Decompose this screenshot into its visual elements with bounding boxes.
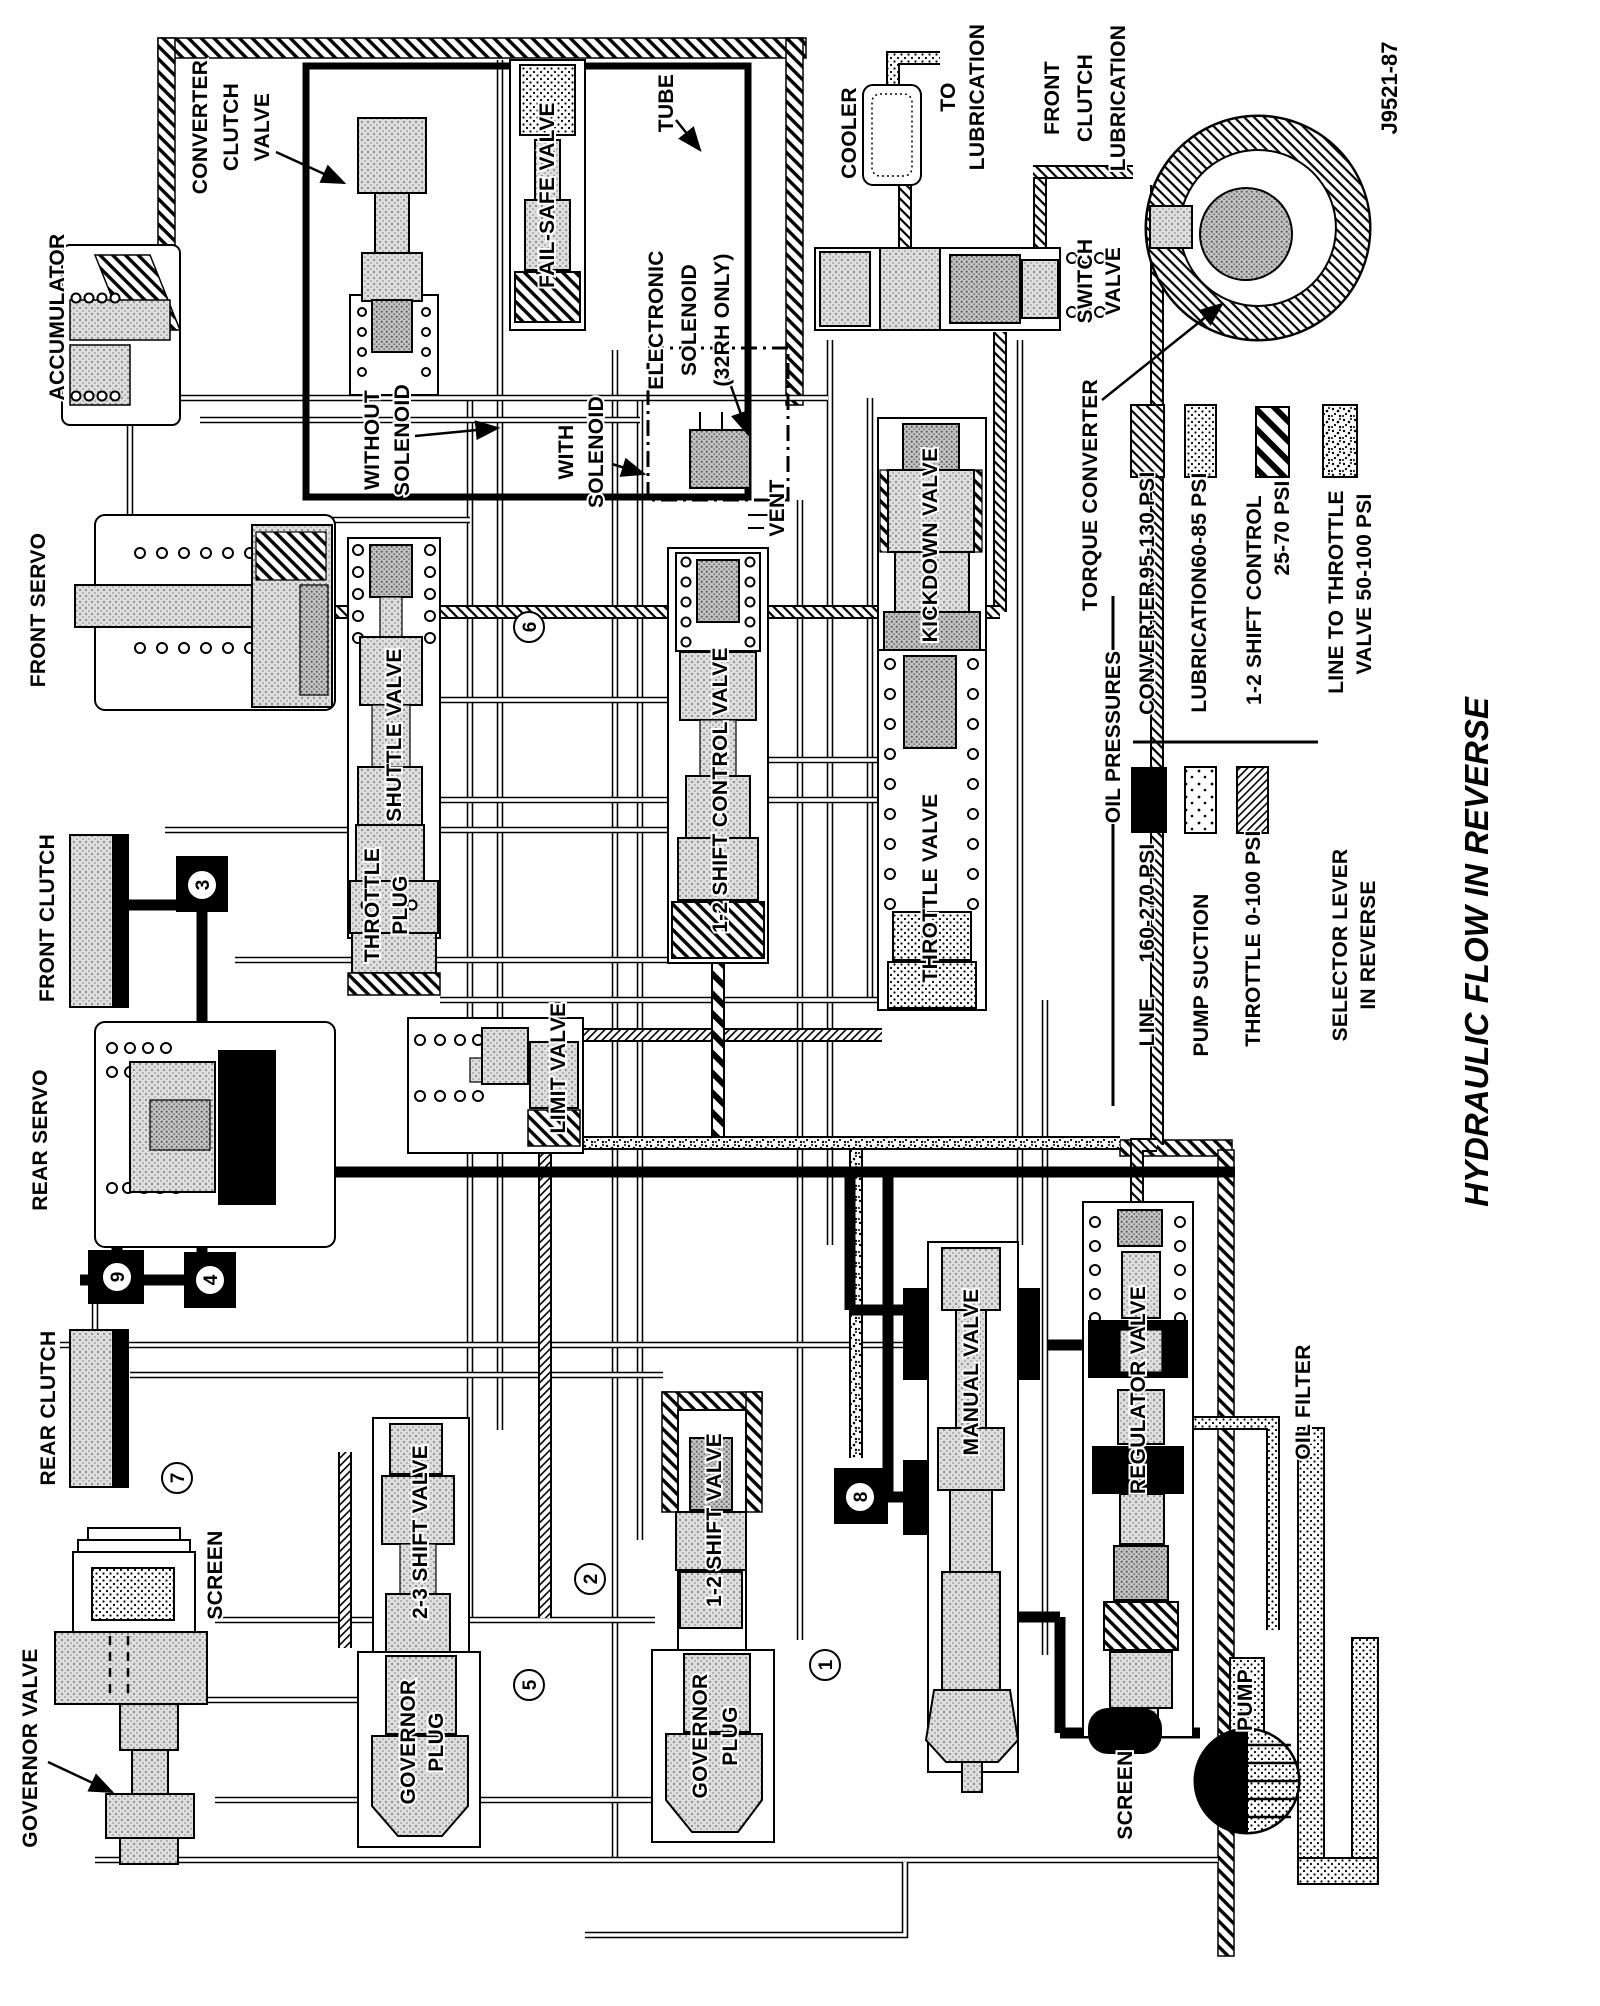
callout-1 [810, 1650, 840, 1680]
legend-lubrication-value: 60-85 PSI [1188, 472, 1211, 568]
front-clutch-lubrication-label-1: FRONT [1041, 61, 1064, 135]
line-pressure-lines [80, 858, 1235, 1733]
legend-swatch-lubrication [1185, 405, 1216, 477]
legend-line-label: LINE [1136, 997, 1159, 1047]
governor-valve-arrow [48, 1762, 112, 1792]
converter-clutch-valve-assembly [350, 118, 438, 395]
cooler-symbol [863, 85, 921, 185]
legend-header: OIL PRESSURES [1102, 650, 1125, 824]
legend-pump-suction-label: PUMP SUCTION [1190, 893, 1213, 1057]
to-lubrication-label-2: LUBRICATION [966, 23, 989, 171]
front-servo-assembly [75, 515, 335, 710]
figure-code: J9521-87 [1377, 41, 1402, 135]
two-three-shift-valve-label: 2-3 SHIFT VALVE [409, 1444, 432, 1620]
callout-1-number: 1 [816, 1659, 837, 1671]
legend-line-to-throttle-label: LINE TO THROTTLE [1325, 490, 1348, 694]
torque-converter-assembly [1146, 116, 1370, 340]
callout-9 [102, 1262, 132, 1292]
pump-suction-screen [1088, 1708, 1162, 1754]
front-clutch-lubrication-label-3: LUBRICATION [1107, 24, 1130, 172]
governor-screen-element [92, 1568, 174, 1620]
without-solenoid-label-1: WITHOUT [361, 389, 384, 491]
electronic-solenoid-label-1: ELECTRONIC [645, 250, 668, 390]
callout-6-number: 6 [520, 621, 541, 633]
legend-converter-value: 95-130 PSI [1136, 471, 1159, 579]
pump-screen-label: SCREEN [1114, 1750, 1137, 1840]
cooler-label: COOLER [838, 87, 861, 179]
switch-valve-label-2: VALVE [1102, 246, 1125, 316]
rear-servo-assembly [95, 1022, 335, 1247]
converter-clutch-valve-label-1: CONVERTER [189, 59, 212, 195]
with-solenoid-label-1: WITH [555, 424, 578, 480]
rear-servo-label: REAR SERVO [29, 1069, 52, 1211]
oil-filter-label: OIL FILTER [1292, 1344, 1315, 1460]
callout-7 [162, 1463, 192, 1493]
fail-safe-valve-label: FAIL-SAFE VALVE [536, 102, 559, 288]
legend-lubrication-label: LUBRICATION [1188, 567, 1211, 713]
shuttle-valve-label: SHUTTLE VALVE [383, 648, 406, 822]
throttle-valve-label: THROTTLE VALVE [919, 793, 942, 983]
callout-4 [195, 1265, 225, 1295]
electronic-solenoid-label-3: (32RH ONLY) [711, 253, 734, 387]
callout-2 [575, 1564, 605, 1594]
callout-9-number: 9 [108, 1271, 129, 1283]
rear-clutch-symbol [70, 1330, 128, 1487]
throttle-plug-label-1: THROTTLE [361, 847, 384, 963]
governor-assembly [55, 1528, 207, 1864]
legend-swatch-line-to-throttle [1323, 405, 1357, 477]
converter-clutch-valve-label-3: VALVE [251, 92, 274, 162]
torque-converter-label: TORQUE CONVERTER [1079, 379, 1102, 611]
regulator-valve-label: REGULATOR VALVE [1127, 1285, 1150, 1495]
electronic-solenoid-symbol [690, 412, 750, 488]
legend [1102, 405, 1380, 1106]
governor-valve-label: GOVERNOR VALVE [19, 1648, 42, 1848]
callout-8-number: 8 [851, 1491, 872, 1503]
front-clutch-lubrication-label-2: CLUTCH [1074, 53, 1097, 143]
legend-line-value: 160-270 PSI [1136, 843, 1159, 963]
legend-swatch-line [1131, 767, 1167, 833]
legend-swatch-pump-suction [1185, 767, 1216, 833]
callout-6 [514, 612, 544, 642]
callout-5-number: 5 [520, 1679, 541, 1691]
hydraulic-passages [60, 60, 1218, 1935]
legend-shift-control-value: 25-70 PSI [1271, 480, 1294, 576]
callout-3-number: 3 [193, 879, 214, 891]
rear-clutch-label: REAR CLUTCH [37, 1330, 60, 1486]
vent-label: VENT [766, 479, 789, 537]
converter-clutch-valve-label-2: CLUTCH [220, 82, 243, 172]
governor-plug-a-label-1: GOVERNOR [397, 1679, 420, 1805]
callout-8 [845, 1482, 875, 1512]
callout-3 [187, 870, 217, 900]
accumulator-assembly [62, 245, 180, 425]
legend-swatch-converter [1131, 405, 1164, 477]
governor-plug-b-label-2: PLUG [719, 1706, 742, 1766]
legend-swatch-shift-control [1256, 407, 1289, 477]
legend-throttle-value: 0-100 PSI [1242, 830, 1265, 926]
switch-valve-assembly [815, 248, 1105, 330]
oil-filter-symbol [1298, 1428, 1378, 1884]
tube-arrow [676, 120, 700, 150]
throttle-plug-label-2: PLUG [389, 875, 412, 935]
switch-valve-label-1: SWITCH [1074, 238, 1097, 324]
legend-swatch-throttle [1237, 767, 1268, 833]
callout-4-number: 4 [201, 1274, 222, 1286]
electronic-solenoid-label-2: SOLENOID [678, 263, 701, 377]
callout-7-number: 7 [168, 1472, 189, 1484]
without-solenoid-arrow [415, 428, 498, 436]
legend-note-line-1: SELECTOR LEVER [1329, 848, 1352, 1042]
front-servo-label: FRONT SERVO [27, 532, 50, 688]
converter-clutch-valve-arrow [276, 152, 344, 183]
tube-label: TUBE [655, 73, 678, 133]
figure-title: HYDRAULIC FLOW IN REVERSE [1458, 697, 1495, 1207]
legend-line-to-throttle-value: VALVE 50-100 PSI [1353, 493, 1376, 675]
limit-valve-label: LIMIT VALVE [547, 1002, 570, 1134]
one-two-shift-valve-label: 1-2 SHIFT VALVE [703, 1432, 726, 1608]
pump-label: PUMP [1234, 1669, 1257, 1731]
with-solenoid-label-2: SOLENOID [585, 395, 608, 509]
legend-note-line-2: IN REVERSE [1357, 880, 1380, 1010]
to-lubrication-label-1: TO [937, 82, 960, 112]
front-clutch-label: FRONT CLUTCH [36, 833, 59, 1003]
legend-throttle-label: THROTTLE [1242, 933, 1265, 1047]
accumulator-label: ACCUMULATOR [46, 233, 69, 401]
governor-plug-b-label-1: GOVERNOR [689, 1673, 712, 1799]
manual-valve-label: MANUAL VALVE [960, 1288, 983, 1456]
callout-5 [514, 1670, 544, 1700]
without-solenoid-label-2: SOLENOID [391, 383, 414, 497]
governor-screen-label: SCREEN [204, 1530, 227, 1620]
legend-shift-control-label: 1-2 SHIFT CONTROL [1243, 495, 1266, 705]
governor-plug-a-label-2: PLUG [425, 1712, 448, 1772]
kickdown-valve-label: KICKDOWN VALVE [919, 447, 942, 643]
shift-control-valve-label: 1-2 SHIFT CONTROL VALVE [709, 647, 732, 933]
front-clutch-symbol [70, 835, 128, 1007]
callout-2-number: 2 [581, 1573, 602, 1585]
legend-converter-label: CONVERTER [1136, 581, 1159, 715]
